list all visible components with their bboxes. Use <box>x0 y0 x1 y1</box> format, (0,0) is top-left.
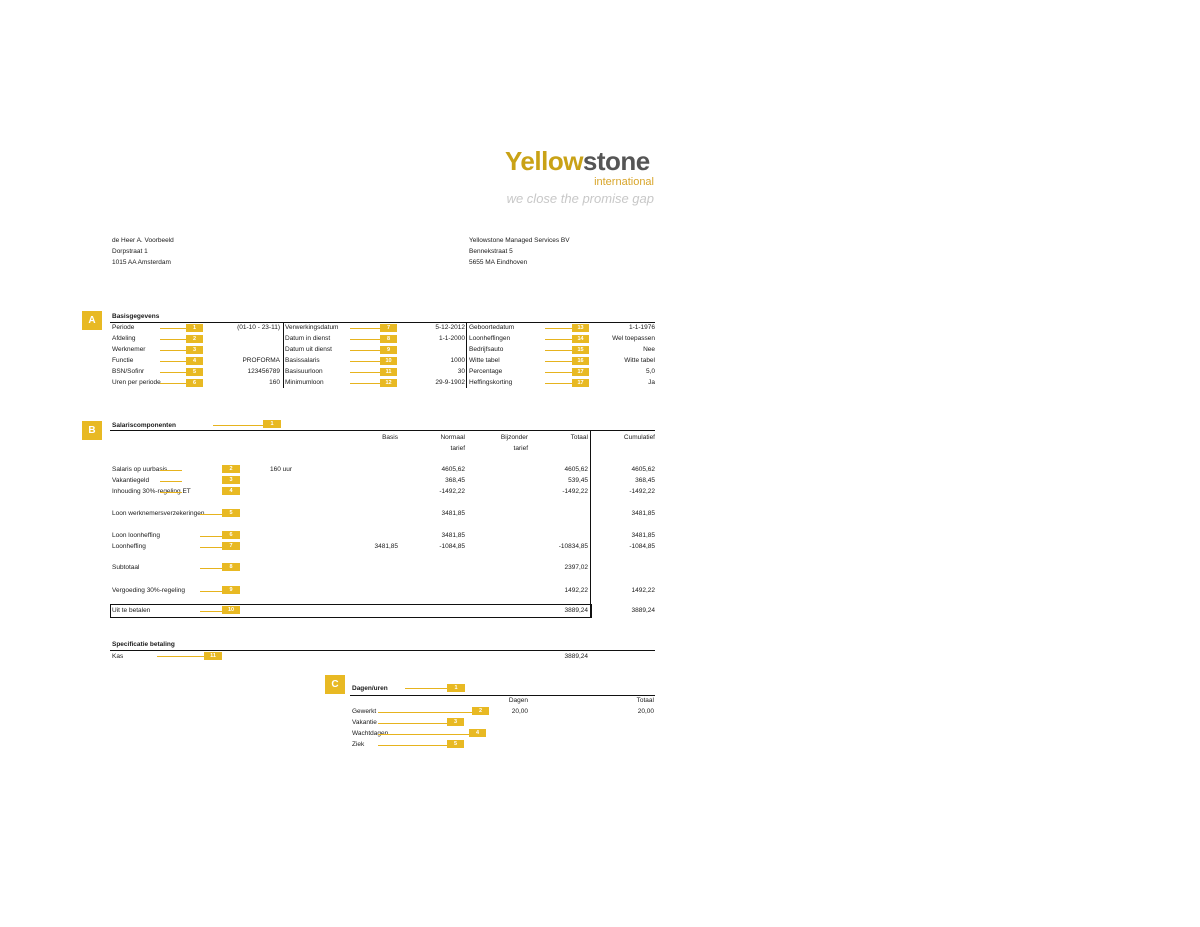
col3-number: 17 <box>572 379 589 387</box>
col2-value: 30 <box>457 368 465 375</box>
dagen-row-connector <box>378 734 469 735</box>
salaris-row-extra: 160 uur <box>270 466 293 473</box>
col1-label: Afdeling <box>112 335 136 342</box>
col2-value: 29-9-1902 <box>435 379 465 386</box>
salaris-row-connector <box>200 514 222 515</box>
col1-number: 6 <box>186 379 203 387</box>
dagen-title-connector <box>405 688 447 689</box>
salaris-title-connector <box>213 425 263 426</box>
salaris-row-cumulatief: -1492,22 <box>629 488 655 495</box>
col1-label: Functie <box>112 357 134 364</box>
col1-value: 123456789 <box>247 368 280 375</box>
dagen-row-connector <box>378 723 447 724</box>
col2-number: 7 <box>380 324 397 332</box>
header-bijzonder: Bijzonder <box>500 434 528 441</box>
salaris-row-cumulatief: 3481,85 <box>631 510 655 517</box>
salaris-row-label: Vergoeding 30%-regeling <box>112 587 185 594</box>
col2-label: Basissalaris <box>285 357 320 364</box>
header-bijzonder-2: tarief <box>513 445 528 452</box>
salaris-row-cumulatief: 368,45 <box>635 477 655 484</box>
col3-connector <box>545 350 572 351</box>
specificatie-rule <box>110 650 655 651</box>
col2-value: 1000 <box>450 357 465 364</box>
col2-number: 8 <box>380 335 397 343</box>
specificatie-number: 11 <box>204 652 222 660</box>
salaris-row-basis: 3481,85 <box>374 543 398 550</box>
col2-value: 1-1-2000 <box>438 335 465 342</box>
header-totaal: Totaal <box>570 434 588 441</box>
header-basis: Basis <box>382 434 398 441</box>
col3-label: Heffingskorting <box>469 379 513 386</box>
dagen-row-connector <box>378 712 472 713</box>
col1-number: 3 <box>186 346 203 354</box>
col3-number: 15 <box>572 346 589 354</box>
address-right-line2: Bennekstraat 5 <box>469 248 513 255</box>
specificatie-label: Kas <box>112 653 124 660</box>
col1-number: 1 <box>186 324 203 332</box>
dagen-row-number: 5 <box>447 740 464 748</box>
col1-connector <box>160 361 186 362</box>
header-cumulatief: Cumulatief <box>623 434 655 441</box>
col3-value: Witte tabel <box>624 357 655 364</box>
col3-label: Loonheffingen <box>469 335 511 342</box>
address-left-line2: Dorpstraat 1 <box>112 248 148 255</box>
col3-number: 16 <box>572 357 589 365</box>
section-c-badge: C <box>325 675 345 694</box>
col2-number: 12 <box>380 379 397 387</box>
col2-number: 11 <box>380 368 397 376</box>
salaris-row-number: 3 <box>222 476 240 484</box>
salaris-row-totaal: -1492,22 <box>562 488 588 495</box>
col3-number: 13 <box>572 324 589 332</box>
salaris-row-cumulatief: 4605,62 <box>631 466 655 473</box>
col1-value: (01-10 - 23-11) <box>237 324 280 331</box>
col2-label: Minimumloon <box>285 379 324 386</box>
dagen-row-dagen: 20,00 <box>511 708 528 715</box>
dagen-title: Dagen/uren <box>352 685 388 692</box>
salaris-row-normaal: -1492,22 <box>439 488 465 495</box>
salaris-cumulatief-divider <box>590 430 591 617</box>
header-normaal-2: tarief <box>450 445 465 452</box>
salaris-row-number: 8 <box>222 563 240 571</box>
logo-subtitle: international <box>594 176 654 188</box>
section-a-badge: A <box>82 311 102 330</box>
salaris-row-connector <box>200 536 222 537</box>
col1-connector <box>160 372 186 373</box>
salaris-row-number: 9 <box>222 586 240 594</box>
company-logo <box>505 146 650 177</box>
salaris-row-connector <box>200 568 222 569</box>
col2-connector <box>350 383 380 384</box>
salaris-row-cumulatief: 3889,24 <box>631 607 655 614</box>
section-b-badge: B <box>82 421 102 440</box>
address-right-line3: 5655 MA Eindhoven <box>469 259 528 266</box>
col3-connector <box>545 383 572 384</box>
salaris-row-number: 4 <box>222 487 240 495</box>
salaris-row-cumulatief: -1084,85 <box>629 543 655 550</box>
salaris-row-label: Subtotaal <box>112 564 140 571</box>
col2-connector <box>350 372 380 373</box>
dagen-row-label: Wachtdagen <box>352 730 389 737</box>
salaris-top-rule <box>110 430 655 431</box>
dagen-row-number: 3 <box>447 718 464 726</box>
logo-tagline: we close the promise gap <box>506 191 654 206</box>
salaris-row-connector <box>200 547 222 548</box>
col3-label: Percentage <box>469 368 503 375</box>
specificatie-value: 3889,24 <box>564 653 588 660</box>
salaris-row-label: Loon werknemersverzekeringen <box>112 510 205 517</box>
col3-value: Nee <box>643 346 655 353</box>
basis-top-rule <box>110 322 655 323</box>
col1-value: 160 <box>269 379 280 386</box>
specificatie-title: Specificatie betaling <box>112 641 175 648</box>
dagen-row-number: 2 <box>472 707 489 715</box>
salaris-row-normaal: 4605,62 <box>441 466 465 473</box>
col1-number: 2 <box>186 335 203 343</box>
salaris-row-number: 6 <box>222 531 240 539</box>
dagen-rule <box>350 695 655 696</box>
col3-value: 1-1-1976 <box>628 324 655 331</box>
salaris-row-label: Salaris op uurbasis <box>112 466 168 473</box>
col3-connector <box>545 361 572 362</box>
salaris-row-number: 7 <box>222 542 240 550</box>
salaris-row-normaal: -1084,85 <box>439 543 465 550</box>
dagen-header-totaal: Totaal <box>636 697 654 704</box>
salaris-title: Salariscomponenten <box>112 422 176 429</box>
salaris-row-cumulatief: 3481,85 <box>631 532 655 539</box>
col3-connector <box>545 328 572 329</box>
col2-label: Datum in dienst <box>285 335 331 342</box>
col1-connector <box>160 339 186 340</box>
col3-value: Ja <box>648 379 655 386</box>
col3-value: Wel toepassen <box>612 335 655 342</box>
logo-part2: stone <box>582 146 650 176</box>
col2-connector <box>350 328 380 329</box>
col1-label: BSN/Sofinr <box>112 368 145 375</box>
col3-label: Geboortedatum <box>469 324 515 331</box>
salaris-row-cumulatief: 1492,22 <box>631 587 655 594</box>
col3-label: Bedrijfsauto <box>469 346 504 353</box>
dagen-row-totaal: 20,00 <box>637 708 654 715</box>
salaris-row-totaal: 3889,24 <box>564 607 588 614</box>
salaris-row-connector <box>160 492 182 493</box>
address-left-line1: de Heer A. Voorbeeld <box>112 237 174 244</box>
col2-connector <box>350 350 380 351</box>
col1-connector <box>160 350 186 351</box>
col2-value: 5-12-2012 <box>435 324 465 331</box>
col2-label: Datum uit dienst <box>285 346 332 353</box>
col3-connector <box>545 372 572 373</box>
col2-connector <box>350 361 380 362</box>
specificatie-connector <box>157 656 204 657</box>
col2-number: 9 <box>380 346 397 354</box>
uit-te-betalen-box <box>110 604 592 618</box>
col1-label: Uren per periode <box>112 379 161 386</box>
col1-value: PROFORMA <box>242 357 280 364</box>
col1-connector <box>160 328 186 329</box>
col2-number: 10 <box>380 357 397 365</box>
col3-value: 5,0 <box>645 368 655 375</box>
col2-label: Basisuurloon <box>285 368 323 375</box>
basis-divider-2 <box>466 322 467 388</box>
salaris-row-totaal: -10834,85 <box>558 543 588 550</box>
salaris-row-totaal: 4605,62 <box>564 466 588 473</box>
col1-number: 4 <box>186 357 203 365</box>
salaris-row-totaal: 2397,02 <box>564 564 588 571</box>
salaris-row-normaal: 3481,85 <box>441 532 465 539</box>
col3-connector <box>545 339 572 340</box>
dagen-row-connector <box>378 745 447 746</box>
col1-connector <box>160 383 186 384</box>
salaris-row-label: Vakantiegeld <box>112 477 150 484</box>
header-normaal: Normaal <box>440 434 465 441</box>
dagen-row-label: Vakantie <box>352 719 377 726</box>
col1-label: Periode <box>112 324 135 331</box>
salaris-row-label: Loon loonheffing <box>112 532 160 539</box>
address-left-line3: 1015 AA Amsterdam <box>112 259 171 266</box>
col3-number: 14 <box>572 335 589 343</box>
dagen-title-number: 1 <box>447 684 465 692</box>
logo-part1: Yellow <box>505 146 583 176</box>
dagen-row-label: Gewerkt <box>352 708 377 715</box>
salaris-row-connector <box>200 591 222 592</box>
col2-connector <box>350 339 380 340</box>
salaris-row-number: 5 <box>222 509 240 517</box>
salaris-row-number: 10 <box>222 606 240 614</box>
salaris-row-label: Inhouding 30%-regeling ET <box>112 488 191 495</box>
basis-divider-1 <box>283 322 284 388</box>
salaris-row-connector <box>160 481 182 482</box>
salaris-row-totaal: 539,45 <box>568 477 588 484</box>
salaris-row-normaal: 368,45 <box>445 477 465 484</box>
basis-title: Basisgegevens <box>112 313 160 320</box>
salaris-row-normaal: 3481,85 <box>441 510 465 517</box>
salaris-row-number: 2 <box>222 465 240 473</box>
col2-label: Verwerkingsdatum <box>285 324 339 331</box>
address-right-line1: Yellowstone Managed Services BV <box>469 237 570 244</box>
salaris-row-connector <box>160 470 182 471</box>
col3-number: 17 <box>572 368 589 376</box>
col3-label: Witte tabel <box>469 357 500 364</box>
dagen-row-label: Ziek <box>352 741 365 748</box>
salaris-row-totaal: 1492,22 <box>564 587 588 594</box>
col1-label: Werknemer <box>112 346 146 353</box>
dagen-header-dagen: Dagen <box>508 697 528 704</box>
col1-number: 5 <box>186 368 203 376</box>
dagen-row-number: 4 <box>469 729 486 737</box>
salaris-row-label: Loonheffing <box>112 543 146 550</box>
salaris-title-number: 1 <box>263 420 281 428</box>
salaris-row-label: Uit te betalen <box>112 607 151 614</box>
